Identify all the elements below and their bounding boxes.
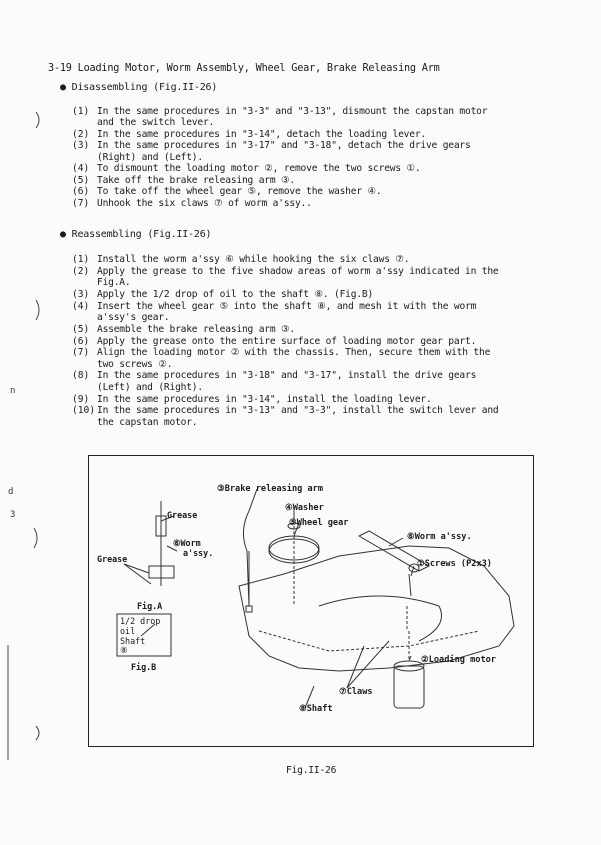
reassembling-heading [60, 229, 211, 241]
step-text: Apply the 1/2 drop of oil to the shaft ⑧. (Fig.B) [97, 288, 374, 300]
step-number: (2) [72, 128, 90, 140]
fig-a-left-leader-2 [124, 564, 151, 584]
brake-arm-tip [246, 606, 252, 612]
step-number: (5) [72, 174, 90, 186]
step-number: (7) [72, 197, 90, 209]
fig-a-worm-line2: a'ssy. [183, 548, 214, 558]
step-text: Fig.A. [97, 277, 131, 289]
step-text: Align the loading motor ② with the chassis. Then, secure them with the [97, 347, 491, 359]
fig-a-worm-line1: ⑥Worm [173, 538, 201, 548]
step-text: (Left) and (Right). [97, 381, 203, 393]
fig-b-caption: Fig.B [131, 662, 157, 672]
label-brake-arm: ③Brake releasing arm [217, 484, 324, 494]
step-text: In the same procedures in "3-17" and "3-18", detach the drive gears [97, 140, 471, 152]
fig-a-left-leader-1 [124, 564, 149, 573]
fig-a-grease-left: Grease [97, 554, 128, 564]
label-wheel-gear: ⑤Wheel gear [289, 518, 349, 528]
reassembling-heading-text: Reassembling (Fig.II-26) [71, 229, 212, 240]
bullet-icon: ● [60, 229, 66, 240]
margin-mark-3: 3 [10, 510, 16, 520]
step-number: (3) [72, 288, 90, 300]
step-text: Apply the grease to the five shadow areas of worm a'ssy indicated in the [97, 265, 499, 277]
margin-mark-d: d [8, 487, 14, 497]
step-number: (4) [72, 300, 90, 312]
step-text: (Right) and (Left). [97, 151, 203, 163]
chassis-inner-line [259, 631, 479, 651]
fig-b-line1: 1/2 drop [120, 616, 161, 626]
label-worm-assy: ⑥Worm a'ssy. [407, 532, 472, 542]
step-number: (1) [72, 254, 90, 265]
leader-claws-1 [347, 646, 364, 688]
step-number: (8) [72, 370, 90, 382]
step-text: Assemble the brake releasing arm ③. [97, 323, 295, 335]
step-number: (3) [72, 140, 90, 152]
step-text: a'ssy's gear. [97, 312, 170, 324]
step-text: Insert the wheel gear ⑤ into the shaft ⑧, and mesh it with the worm [97, 300, 477, 312]
figure-caption: Fig.II-26 [286, 765, 337, 776]
disassembling-heading [60, 82, 217, 94]
step-text: and the switch lever. [97, 117, 215, 129]
label-loading-motor: ②Loading motor [421, 655, 496, 665]
step-number: (6) [72, 335, 90, 347]
label-screws: ①Screws (P2x3) [417, 559, 492, 569]
fig-b-line3: Shaft [120, 636, 146, 646]
step-number: (7) [72, 347, 90, 359]
brake-arm-shape [243, 511, 249, 606]
label-washer: ④Washer [285, 503, 324, 513]
step-text: the capstan motor. [97, 416, 198, 428]
margin-bracket-1 [36, 112, 39, 128]
step-number: (2) [72, 265, 90, 277]
fig-b-line2: oil [120, 626, 136, 636]
step-number: (9) [72, 393, 90, 405]
disassembling-heading-text: Disassembling (Fig.II-26) [71, 82, 218, 93]
step-text: Apply the grease onto the entire surface of loading motor gear part. [97, 335, 477, 347]
fig-a-caption: Fig.A [137, 601, 163, 611]
step-text: In the same procedures in "3-3" and "3-13", dismount the capstan motor [97, 106, 488, 117]
step-text: In the same procedures in "3-14", detach the loading lever. [97, 128, 426, 140]
margin-bracket-3 [34, 528, 37, 548]
margin-bracket-4 [36, 726, 39, 740]
figure-box [88, 455, 534, 747]
screw-shape [409, 574, 411, 596]
step-text: To dismount the loading motor ②, remove the two screws ①. [97, 163, 421, 175]
label-claws: ⑦Claws [339, 687, 373, 697]
leader-claws-2 [347, 641, 389, 688]
step-number: (6) [72, 186, 90, 198]
step-number: (1) [72, 106, 90, 117]
loading-motor-shape [394, 666, 424, 708]
step-number: (5) [72, 323, 90, 335]
chassis-curve [319, 596, 442, 641]
step-text: Unhook the six claws ⑦ of worm a'ssy.. [97, 197, 312, 209]
step-text: Install the worm a'ssy ⑥ while hooking the six claws ⑦. [97, 254, 410, 265]
bullet-icon: ● [60, 82, 66, 93]
leader-worm [389, 538, 403, 546]
fig-b-num: ⑧ [120, 645, 128, 655]
step-text: two screws ②. [97, 358, 173, 370]
step-text: In the same procedures in "3-13" and "3-3", install the switch lever and [97, 405, 499, 417]
step-text: To take off the wheel gear ⑤, remove the washer ④. [97, 186, 382, 198]
margin-mark-n: n [10, 386, 16, 396]
margin-bracket-2 [36, 300, 39, 320]
section-title: 3-19 Loading Motor, Worm Assembly, Wheel Gear, Brake Releasing Arm [48, 63, 440, 74]
fig-a-grease-top: Grease [167, 510, 198, 520]
step-number: (10) [72, 405, 96, 417]
step-text: In the same procedures in "3-18" and "3-17", install the drive gears [97, 370, 477, 382]
step-number: (4) [72, 163, 90, 175]
label-shaft: ⑧Shaft [299, 704, 333, 714]
step-text: In the same procedures in "3-14", install the loading lever. [97, 393, 432, 405]
step-text: Take off the brake releasing arm ③. [97, 174, 295, 186]
